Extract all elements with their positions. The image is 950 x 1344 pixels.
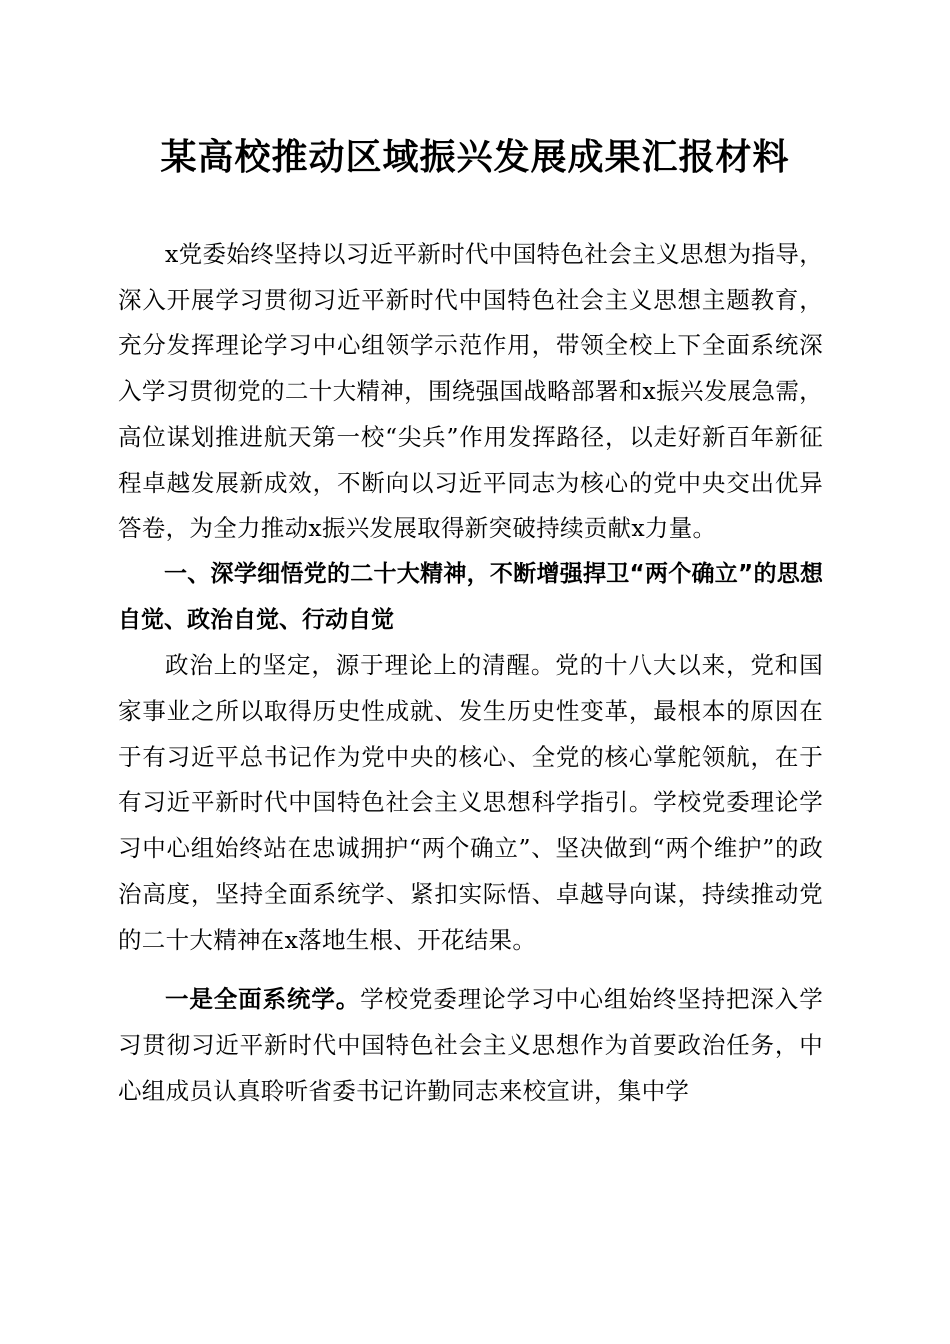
section-heading: 一、深学细悟党的二十大精神，不断增强捍卫“两个确立”的思想自觉、政治自觉、行动自觉 bbox=[118, 560, 823, 633]
paragraph-gap bbox=[118, 963, 823, 977]
subsection-paragraph bbox=[118, 977, 823, 1114]
subsection-text: 学校党委理论学习中心组始终坚持把深入学习贯彻习近平新时代中国特色社会主义思想作为首要政治任务，中心组成员认真聆听省委书记许勤同志来校宣讲，集中学 bbox=[118, 985, 823, 1105]
subsection-lead: 一是全面系统学。 bbox=[165, 985, 361, 1014]
document-title: 某高校推动区域振兴发展成果汇报材料 bbox=[160, 136, 790, 178]
document-body bbox=[118, 232, 823, 1114]
section-paragraph: 政治上的坚定，源于理论上的清醒。党的十八大以来，党和国家事业之所以取得历史性成就、发生历史性变革，最根本的原因在于有习近平总书记作为党中央的核心、全党的核心掌舵领航，在于有习近平新时代中国特色社会主义思想科学指引。学校党委理论学习中心组始终站在忠诚拥护“两个确立”、坚决做到“两个维护”的政治高度，坚持全面系统学、紧扣实际悟、卓越导向谋，持续推动党的二十大精神在x落地生根、开花结果。 bbox=[118, 651, 823, 954]
intro-paragraph: x党委始终坚持以习近平新时代中国特色社会主义思想为指导，深入开展学习贯彻习近平新时代中国特色社会主义思想主题教育，充分发挥理论学习中心组领学示范作用，带领全校上下全面系统深入学习贯彻党的二十大精神，围绕强国战略部署和x振兴发展急需，高位谋划推进航天第一校“尖兵”作用发挥路径，以走好新百年新征程卓越发展新成效，不断向以习近平同志为核心的党中央交出优异答卷，为全力推动x振兴发展取得新突破持续贡献x力量。 bbox=[118, 240, 823, 543]
